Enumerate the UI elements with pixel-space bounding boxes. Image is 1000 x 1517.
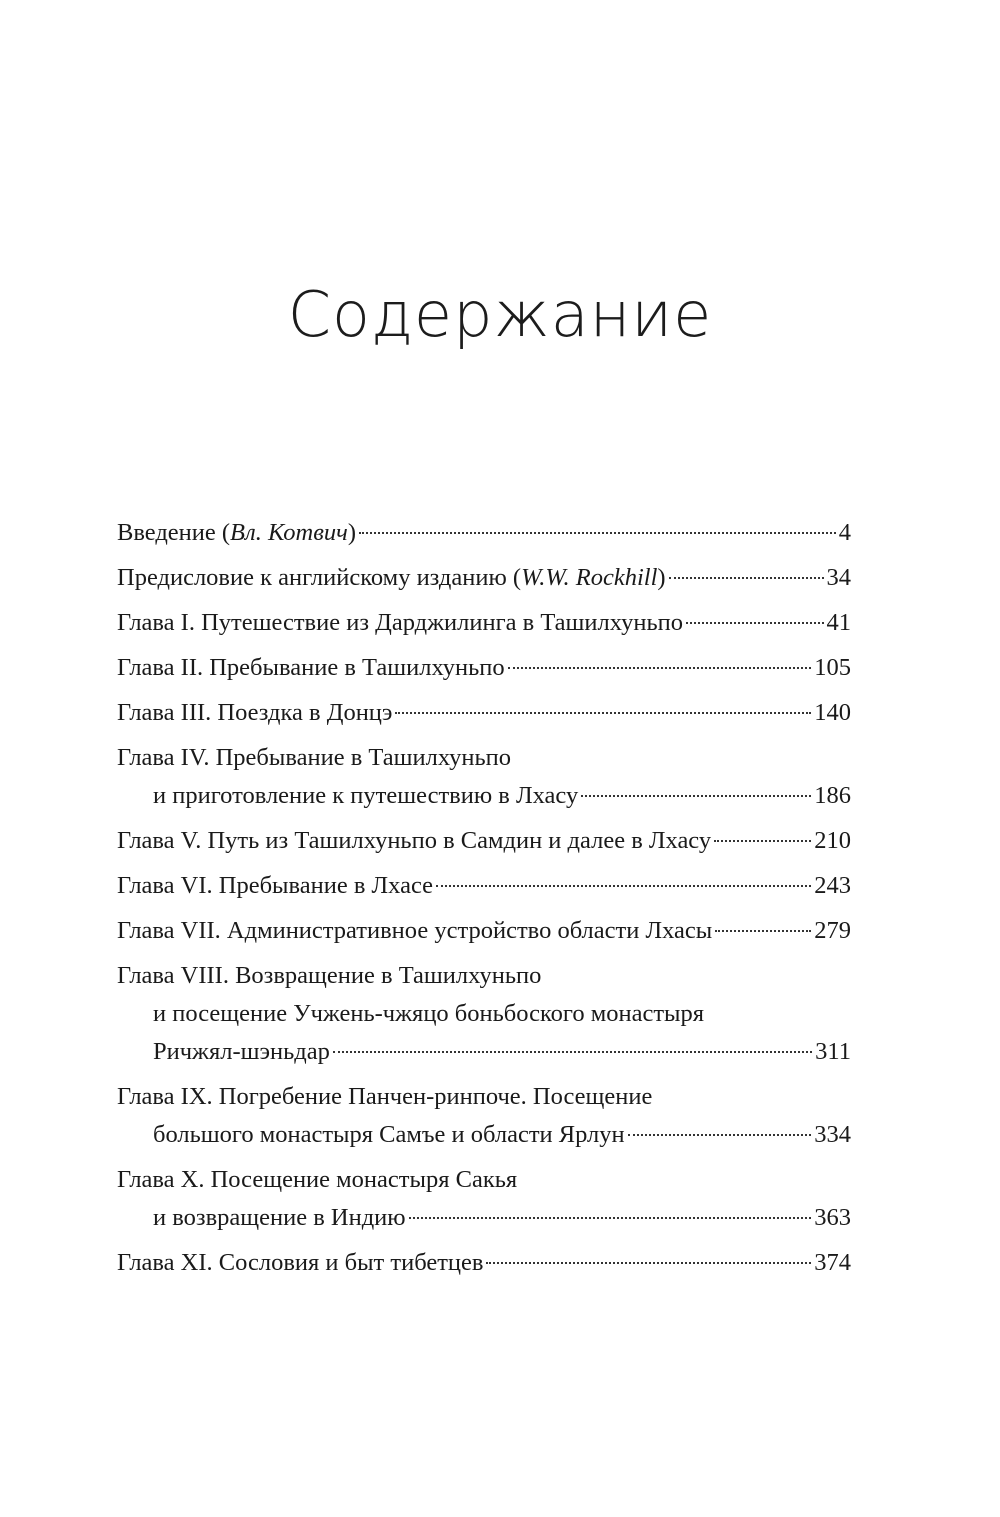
toc-page-number: 34 <box>826 564 851 591</box>
toc-line <box>117 867 851 905</box>
toc-entry-title: Глава X. Посещение монастыря Сакья <box>117 1166 518 1193</box>
toc-page-number: 243 <box>814 872 851 899</box>
toc-entry-introduction[interactable] <box>117 514 851 552</box>
toc-entry-author: W.W. Rockhill <box>521 564 658 591</box>
toc-line <box>117 559 851 597</box>
toc-entry-title: Глава XI. Сословия и быт тибетцев <box>117 1249 484 1276</box>
dot-leader <box>333 1051 812 1053</box>
toc-entry-title: Глава V. Путь из Ташилхуньпо в Самдин и далее в Лхасу <box>117 827 712 854</box>
toc-entry-chapter-3[interactable] <box>117 694 851 732</box>
toc-entry-chapter-2[interactable] <box>117 649 851 687</box>
dot-leader <box>508 667 812 669</box>
dot-leader <box>628 1134 812 1136</box>
toc-entry-title-continued: и возвращение в Индию <box>153 1204 406 1231</box>
toc-entry-title: Глава VIII. Возвращение в Ташилхуньпо <box>117 962 542 989</box>
toc-page-number: 105 <box>814 654 851 681</box>
toc-line <box>117 957 851 995</box>
toc-page-number: 4 <box>838 519 851 546</box>
toc-page-number: 374 <box>814 1249 851 1276</box>
toc-line <box>117 912 851 950</box>
toc-entry-title: Введение (Вл. Котвич) <box>117 519 356 546</box>
toc-page-number: 186 <box>814 782 851 809</box>
toc-entry-title: Глава II. Пребывание в Ташилхуньпо <box>117 654 505 681</box>
toc-line <box>117 739 851 777</box>
dot-leader <box>409 1217 812 1219</box>
dot-leader <box>714 840 811 842</box>
dot-leader <box>436 885 811 887</box>
dot-leader <box>581 795 811 797</box>
dot-leader <box>715 930 811 932</box>
toc-line <box>117 694 851 732</box>
toc-entry-chapter-6[interactable] <box>117 867 851 905</box>
toc-line <box>117 1033 851 1071</box>
dot-leader <box>669 577 824 579</box>
toc-page-number: 311 <box>815 1038 851 1065</box>
toc-entry-author: Вл. Котвич <box>230 519 348 546</box>
toc-page-number: 41 <box>826 609 851 636</box>
toc-entry-title: Глава VI. Пребывание в Лхасе <box>117 872 434 899</box>
dot-leader <box>686 622 824 624</box>
dot-leader <box>486 1262 811 1264</box>
toc-entry-chapter-4[interactable] <box>117 739 851 815</box>
toc-entry-title-continued: и приготовление к путешествию в Лхасу <box>153 782 579 809</box>
toc-entry-title-continued: Ричжял-шэньдар <box>153 1038 330 1065</box>
toc-page-number: 363 <box>814 1204 851 1231</box>
toc-entry-title-continued: и посещение Учжень-чжяцо боньбоского монастыря <box>153 1000 705 1027</box>
toc-page-number: 210 <box>814 827 851 854</box>
toc-entry-chapter-1[interactable] <box>117 604 851 642</box>
toc-line <box>117 604 851 642</box>
toc-line <box>117 514 851 552</box>
toc-line <box>117 1199 851 1237</box>
toc-entry-chapter-9[interactable] <box>117 1078 851 1154</box>
toc-page-number: 279 <box>814 917 851 944</box>
toc-page-number: 334 <box>814 1121 851 1148</box>
toc-entry-title: Предисловие к английскому изданию (W.W. Rockhill) <box>117 564 666 591</box>
toc-entry-chapter-11[interactable] <box>117 1244 851 1282</box>
toc-entry-title: Глава IX. Погребение Панчен-ринпоче. Посещение <box>117 1083 653 1110</box>
dot-leader <box>359 532 836 534</box>
dot-leader <box>395 712 811 714</box>
toc-line <box>117 995 851 1033</box>
toc-line <box>117 1161 851 1199</box>
toc-entry-chapter-8[interactable] <box>117 957 851 1071</box>
toc-line <box>117 822 851 860</box>
toc-entry-chapter-7[interactable] <box>117 912 851 950</box>
toc-line <box>117 1244 851 1282</box>
toc-page-number: 140 <box>814 699 851 726</box>
toc-entry-title: Глава IV. Пребывание в Ташилхуньпо <box>117 744 512 771</box>
toc-entry-title-continued: большого монастыря Самъе и области Ярлун <box>153 1121 625 1148</box>
toc-line <box>117 649 851 687</box>
table-of-contents <box>117 514 851 1289</box>
toc-line <box>117 1078 851 1116</box>
toc-line <box>117 1116 851 1154</box>
toc-entry-preface[interactable] <box>117 559 851 597</box>
toc-entry-title: Глава VII. Административное устройство области Лхасы <box>117 917 713 944</box>
toc-entry-chapter-5[interactable] <box>117 822 851 860</box>
toc-line <box>117 777 851 815</box>
toc-entry-title: Глава I. Путешествие из Дарджилинга в Ташилхуньпо <box>117 609 683 636</box>
page-title: Содержание <box>287 278 713 351</box>
toc-entry-title: Глава III. Поездка в Донцэ <box>117 699 393 726</box>
toc-entry-chapter-10[interactable] <box>117 1161 851 1237</box>
